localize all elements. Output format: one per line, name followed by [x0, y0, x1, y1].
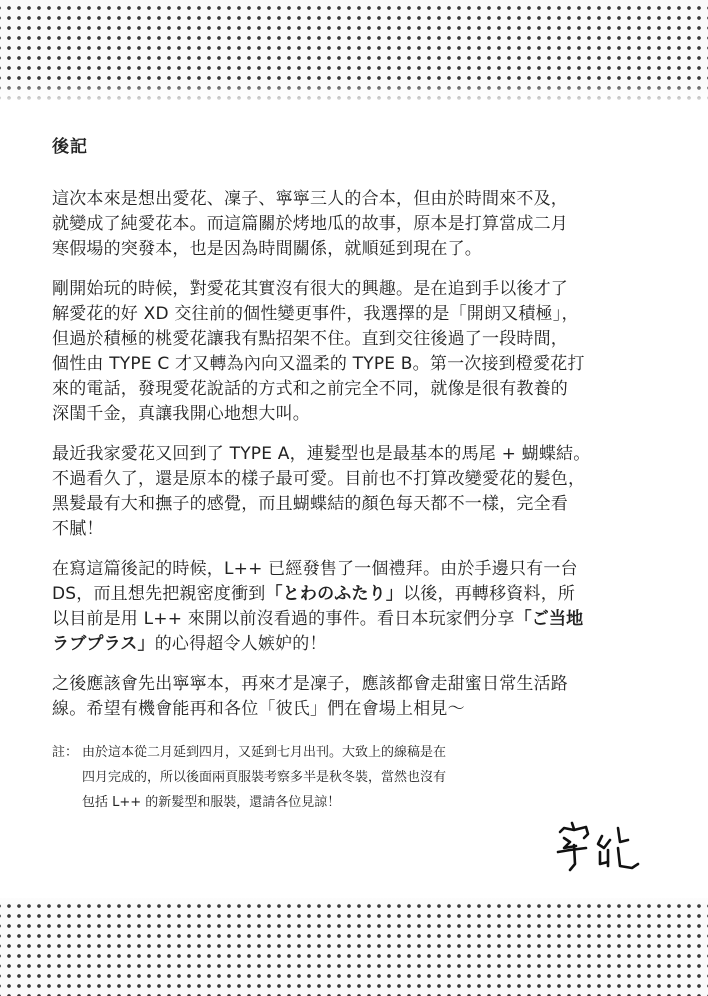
paragraph-text: 的心得超令人嫉妒的！ — [154, 634, 327, 654]
game-title-emphasis: 「ご当地 — [514, 609, 584, 629]
border-fade-top — [0, 82, 708, 104]
paragraph-line: 不膩！ — [52, 519, 104, 539]
page-title: 後記 — [52, 137, 88, 157]
paragraph-text: 以目前是用 L++ 來開以前沒看過的事件。看日本玩家們分享 — [52, 609, 515, 629]
footnote-line — [52, 740, 672, 765]
polka-dot-border-bottom — [0, 898, 708, 996]
game-title-emphasis: ラブプラス」 — [52, 634, 155, 654]
border-fade-bottom — [0, 892, 708, 906]
paragraph-line — [52, 582, 672, 607]
paragraph-line — [52, 632, 672, 657]
footnote-label: 註： — [52, 745, 79, 760]
paragraph-3 — [52, 442, 672, 542]
paragraph-line: 剛開始玩的時候，對愛花其實沒有很大的興趣。是在追到手以後才了 — [52, 279, 568, 299]
handwritten-signature — [550, 818, 650, 878]
paragraph-line: 深閨千金，真讓我開心地想大叫。 — [52, 404, 310, 424]
paragraph-line: 線。希望有機會能再和各位「彼氏」們在會場上相見～ — [52, 699, 465, 719]
paragraph-5 — [52, 672, 672, 722]
footnote-line: 四月完成的，所以後面兩頁服裝考察多半是秋冬裝，當然也沒有 — [82, 770, 447, 785]
paragraph-line: 就變成了純愛花本。而這篇關於烤地瓜的故事，原本是打算當成二月 — [52, 214, 568, 234]
paragraph-line: 寒假場的突發本，也是因為時間關係，就順延到現在了。 — [52, 239, 482, 259]
paragraph-line: 不過看久了，還是原本的樣子最可愛。目前也不打算改變愛花的髮色， — [52, 469, 586, 489]
paragraph-2 — [52, 277, 672, 427]
afterword-body — [52, 132, 672, 815]
game-title-emphasis: 「とわのふたり」 — [265, 584, 404, 604]
footnote — [52, 740, 672, 815]
paragraph-text: 以後，再轉移資料，所 — [403, 584, 576, 604]
paragraph-line: 這次本來是想出愛花、凜子、寧寧三人的合本，但由於時間來不及， — [52, 189, 568, 209]
paragraph-line: 最近我家愛花又回到了 TYPE A，連髮型也是最基本的馬尾 + 蝴蝶結。 — [52, 444, 591, 464]
paragraph-line: 來的電話，發現愛花說話的方式和之前完全不同，就像是很有教養的 — [52, 379, 568, 399]
footnote-line: 包括 L++ 的新髮型和服裝，還請各位見諒！ — [82, 795, 341, 810]
paragraph-text: 在寫這篇後記的時候，L++ 已經發售了一個禮拜。由於手邊只有一台 — [52, 559, 578, 579]
footnote-text: 由於這本從二月延到四月，又延到七月出刊。大致上的線稿是在 — [82, 745, 447, 760]
paragraph-line: 但過於積極的桃愛花讓我有點招架不住。直到交往後過了一段時間， — [52, 329, 568, 349]
paragraph-line — [52, 557, 672, 582]
paragraph-line: 黑髮最有大和撫子的感覺，而且蝴蝶結的顏色每天都不一樣，完全看 — [52, 494, 568, 514]
paragraph-4 — [52, 557, 672, 657]
paragraph-line: 解愛花的好 XD 交往前的個性變更事件，我選擇的是「開朗又積極」， — [52, 304, 579, 324]
paragraph-line: 個性由 TYPE C 才又轉為內向又溫柔的 TYPE B。第一次接到橙愛花打 — [52, 354, 585, 374]
paragraph-text: DS，而且想先把親密度衝到 — [52, 584, 266, 604]
paragraph-line: 之後應該會先出寧寧本，再來才是凜子，應該都會走甜蜜日常生活路 — [52, 674, 568, 694]
paragraph-line — [52, 607, 672, 632]
paragraph-1 — [52, 187, 672, 262]
